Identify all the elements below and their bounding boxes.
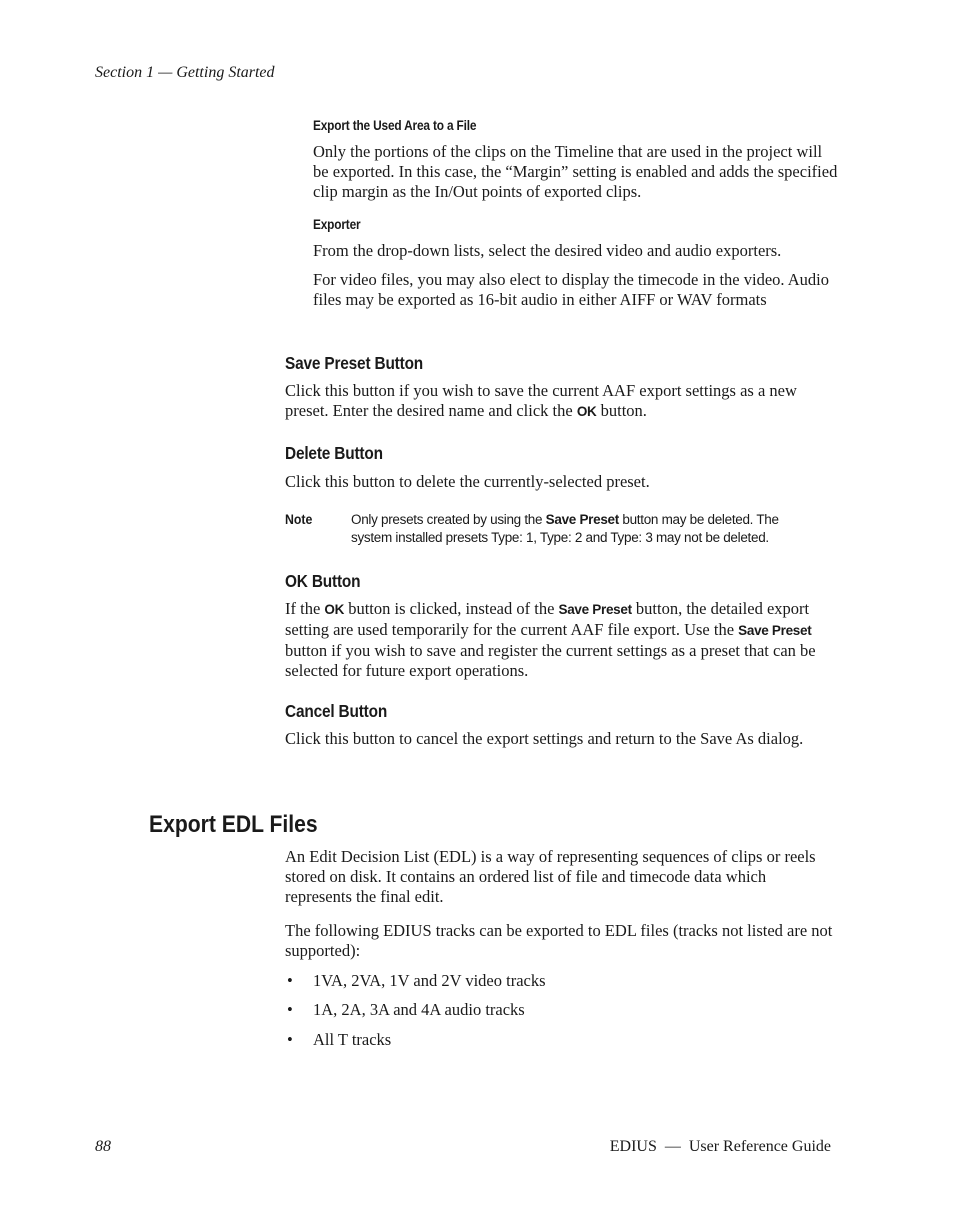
running-header: Section 1 — Getting Started (95, 64, 275, 81)
ok-button-reference: OK (324, 602, 345, 617)
save-preset-reference: Save Preset (738, 623, 812, 638)
save-preset-reference: Save Preset (558, 602, 632, 617)
save-preset-reference: Save Preset (545, 512, 619, 527)
save-preset-heading: Save Preset Button (285, 353, 424, 373)
cancel-button-heading: Cancel Button (285, 701, 388, 721)
page-number: 88 (95, 1138, 111, 1155)
footer-title: EDIUS — User Reference Guide (609, 1138, 831, 1155)
list-item: 1VA, 2VA, 1V and 2V video tracks (313, 971, 546, 990)
bullet-marker: • (287, 1000, 293, 1019)
list-item: All T tracks (313, 1030, 392, 1049)
exporter-body-1: From the drop-down lists, select the desired video and audio exporters. (313, 241, 782, 260)
cancel-button-body: Click this button to cancel the export settings and return to the Save As dialog. (285, 729, 804, 748)
bullet-marker: • (287, 1030, 293, 1049)
note-label: Note (285, 511, 313, 527)
export-used-area-body: Only the portions of the clips on the Timeline that are used in the project will be exported. In this case, the “Margin” setting is enabled and adds the specified clip margin as the In/Out points of exported clips. (313, 142, 838, 201)
note-text: Only presets created by using the Save Preset button may be deleted. The system installed presets Type: 1, Type: 2 and Type: 3 may not be deleted. (351, 512, 779, 545)
bullet-marker: • (287, 971, 293, 990)
exporter-body-2: For video files, you may also elect to display the timecode in the video. Audio files may be exported as 16-bit audio in either AIFF or WAV formats (313, 270, 829, 309)
delete-button-heading: Delete Button (285, 443, 383, 463)
exporter-heading: Exporter (313, 217, 361, 232)
list-item: 1A, 2A, 3A and 4A audio tracks (313, 1000, 525, 1019)
export-used-area-heading: Export the Used Area to a File (313, 118, 477, 133)
export-edl-body-1: An Edit Decision List (EDL) is a way of representing sequences of clips or reels stored on disk. It contains an ordered list of file and timecode data which represents the final edit. (285, 847, 816, 906)
delete-button-body: Click this button to delete the currently-selected preset. (285, 472, 650, 491)
ok-button-heading: OK Button (285, 571, 361, 591)
export-edl-body-2: The following EDIUS tracks can be exported to EDL files (tracks not listed are not supported): (285, 921, 833, 960)
save-preset-body: Click this button if you wish to save the current AAF export settings as a new preset. Enter the desired name and click the OK button. (285, 381, 797, 420)
ok-button-body: If the OK button is clicked, instead of the Save Preset button, the detailed export setting are used temporarily for the current AAF file export. Use the Save Preset button if you wish to save and register the current settings as a preset that can be selected for future export operations. (285, 599, 816, 680)
ok-button-reference: OK (576, 404, 597, 419)
export-edl-heading: Export EDL Files (149, 811, 318, 838)
